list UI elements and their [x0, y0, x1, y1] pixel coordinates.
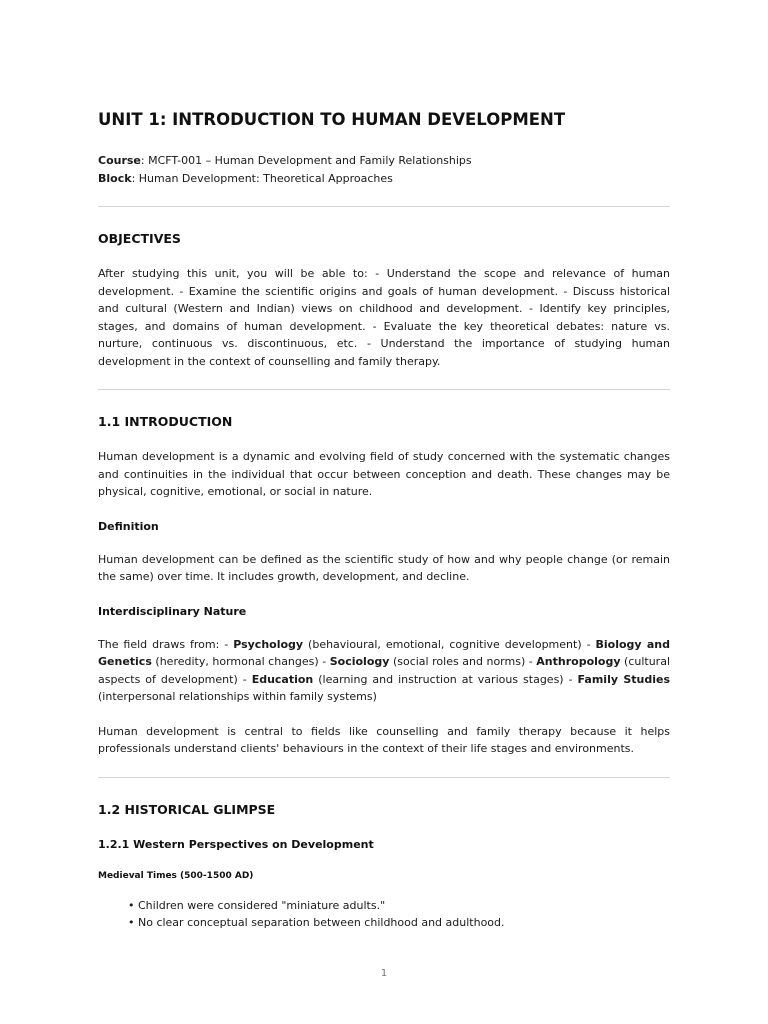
biology-desc: (heredity, hormonal changes) - [151, 655, 330, 668]
block-value: : Human Development: Theoretical Approaches [131, 171, 393, 185]
definition-text: Human development can be defined as the scientific study of how and why people change (or remain the same) over time. It includes growth, development, and decline. [98, 552, 670, 583]
definition-heading: Definition [98, 519, 159, 533]
page-number: 1 [380, 968, 388, 979]
list-item: • No clear conceptual separation between childhood and adulthood. [128, 916, 505, 929]
course-line [98, 152, 670, 170]
introduction-heading: 1.1 INTRODUCTION [98, 414, 233, 429]
term-biology-genetics: Biology and Genetics [98, 637, 670, 668]
term-psychology: Psychology [233, 637, 304, 651]
medieval-times-heading: Medieval Times (500-1500 AD) [98, 870, 254, 881]
term-education: Education [251, 672, 314, 686]
course-value: : MCFT-001 – Human Development and Family Relationships [140, 154, 472, 167]
document-content [98, 108, 670, 932]
course-label: Course [98, 154, 141, 167]
unit-title: UNIT 1: INTRODUCTION TO HUMAN DEVELOPMENT [98, 110, 566, 129]
block-line [98, 170, 670, 188]
family-desc: (interpersonal relationships within family systems) [98, 690, 377, 703]
historical-heading: 1.2 HISTORICAL GLIMPSE [98, 801, 276, 817]
divider [98, 777, 670, 778]
interdisciplinary-heading: Interdisciplinary Nature [98, 604, 247, 618]
divider [98, 206, 670, 207]
objectives-heading: OBJECTIVES [98, 231, 181, 246]
central-text: Human development is central to fields like counselling and family therapy because it helps professionals understand clients' behaviours in the context of their life stages and environments. [98, 724, 670, 755]
block-label: Block [98, 171, 132, 185]
introduction-text: Human development is a dynamic and evolving field of study concerned with the systematic changes and continuities in the individual that occur between conception and death. These changes may be physical, cognitive, emotional, or social in nature. [98, 450, 670, 498]
divider [98, 389, 670, 390]
term-family-studies: Family Studies [577, 672, 670, 686]
interdisciplinary-text [98, 636, 670, 706]
anthropology-desc: (cultural aspects of development) - [98, 655, 671, 686]
interdisciplinary-lead: The field draws from: - [98, 637, 234, 651]
term-anthropology: Anthropology [536, 655, 621, 668]
list-item: • Children were considered "miniature adults." [128, 898, 386, 912]
course-meta [98, 152, 670, 187]
term-sociology: Sociology [329, 655, 390, 668]
psychology-desc: (behavioural, emotional, cognitive development) - [303, 637, 596, 651]
bullet-list [98, 897, 670, 932]
sociology-desc: (social roles and norms) - [389, 655, 537, 668]
objectives-text: After studying this unit, you will be able to: - Understand the scope and relevance of human development. - Examine the scientific origins and goals of human development. - Discuss historical and cultural (Western and Indian) views on childhood and development. - Identify key principles, stages, and domains of human development. - Evaluate the key theoretical debates: nature vs. nurture, continuous vs. discontinuous, etc. - Understand the importance of studying human development in the context of counselling and family therapy. [98, 267, 670, 368]
education-desc: (learning and instruction at various stages) - [313, 672, 578, 686]
western-perspectives-heading: 1.2.1 Western Perspectives on Development [98, 837, 374, 851]
